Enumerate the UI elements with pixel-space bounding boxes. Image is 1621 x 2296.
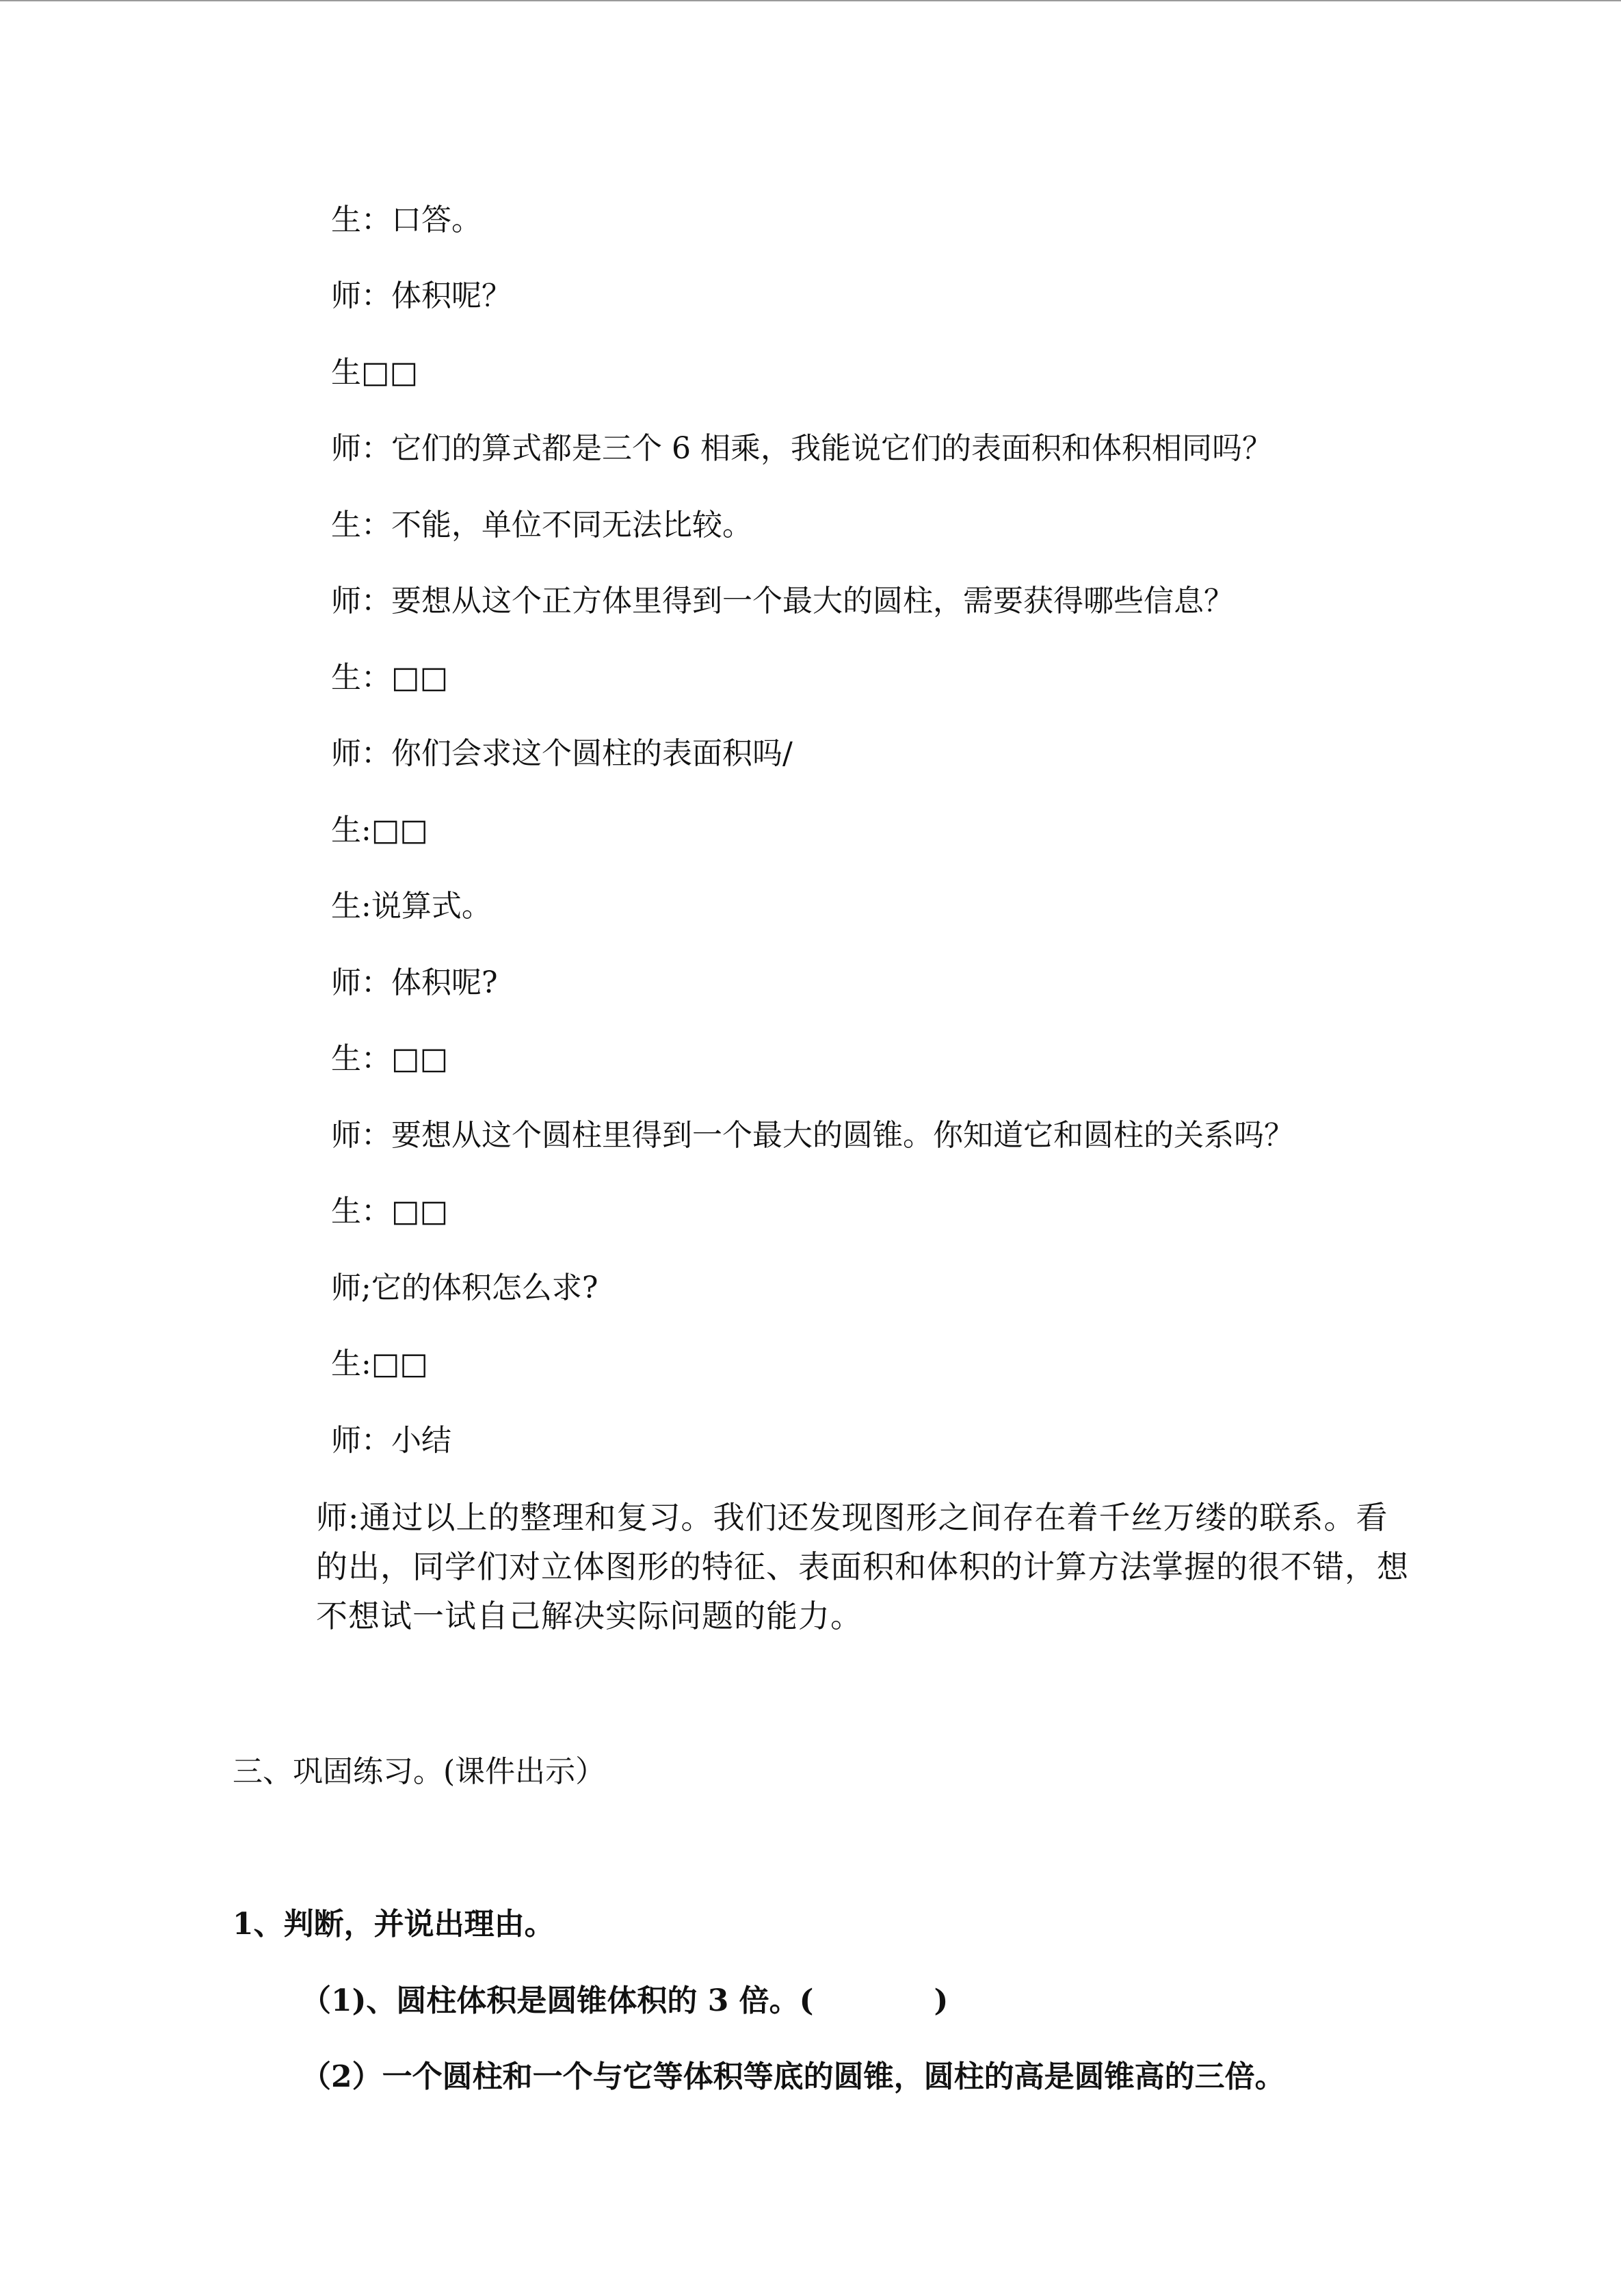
dialogue-line: 生：□□ — [331, 1194, 449, 1229]
dialogue-line: 师;它的体积怎么求? — [331, 1270, 598, 1305]
summary-paragraph: 师:通过以上的整理和复习。我们还发现图形之间存在着千丝万缕的联系。看的出，同学们对立体图形的特征、表面积和体积的计算方法掌握的很不错，想不想试一试自己解决实际问题的能力。 — [316, 1499, 1409, 1634]
dialogue-line: 生:□□ — [331, 813, 428, 848]
dialogue-line: 师：要想从这个正方体里得到一个最大的圆柱，需要获得哪些信息？ — [331, 584, 1234, 618]
dialogue-line: 师：它们的算式都是三个 6 相乘，我能说它们的表面积和体积相同吗？ — [331, 431, 1272, 466]
dialogue-line: 生：口答。 — [331, 203, 482, 237]
dialogue-line: 师：小结 — [331, 1423, 451, 1458]
dialogue-line: 师：要想从这个圆柱里得到一个最大的圆锥。你知道它和圆柱的关系吗？ — [331, 1118, 1294, 1153]
exercise-heading: 1、判断，并说出理由。 — [233, 1907, 555, 1942]
dialogue-line: 师：你们会求这个圆柱的表面积吗/ — [331, 736, 793, 771]
dialogue-line: 师：体积呢? — [331, 965, 498, 1000]
exercise-item: （1)、圆柱体积是圆锥体积的 3 倍。( ) — [301, 1983, 949, 2018]
dialogue-line: 生：不能，单位不同无法比较。 — [331, 508, 752, 543]
section-heading: 三、巩固练习。(课件出示） — [233, 1754, 606, 1789]
dialogue-line: 生□□ — [331, 355, 419, 390]
dialogue-line: 生:说算式。 — [331, 889, 492, 924]
dialogue-line: 师：体积呢？ — [331, 278, 512, 313]
dialogue-line: 生：□□ — [331, 660, 449, 695]
dialogue-line: 生：□□ — [331, 1041, 449, 1076]
exercise-item: （2）一个圆柱和一个与它等体积等底的圆锥，圆柱的高是圆锥高的三倍。 — [301, 2059, 1285, 2094]
dialogue-line: 生:□□ — [331, 1346, 428, 1381]
